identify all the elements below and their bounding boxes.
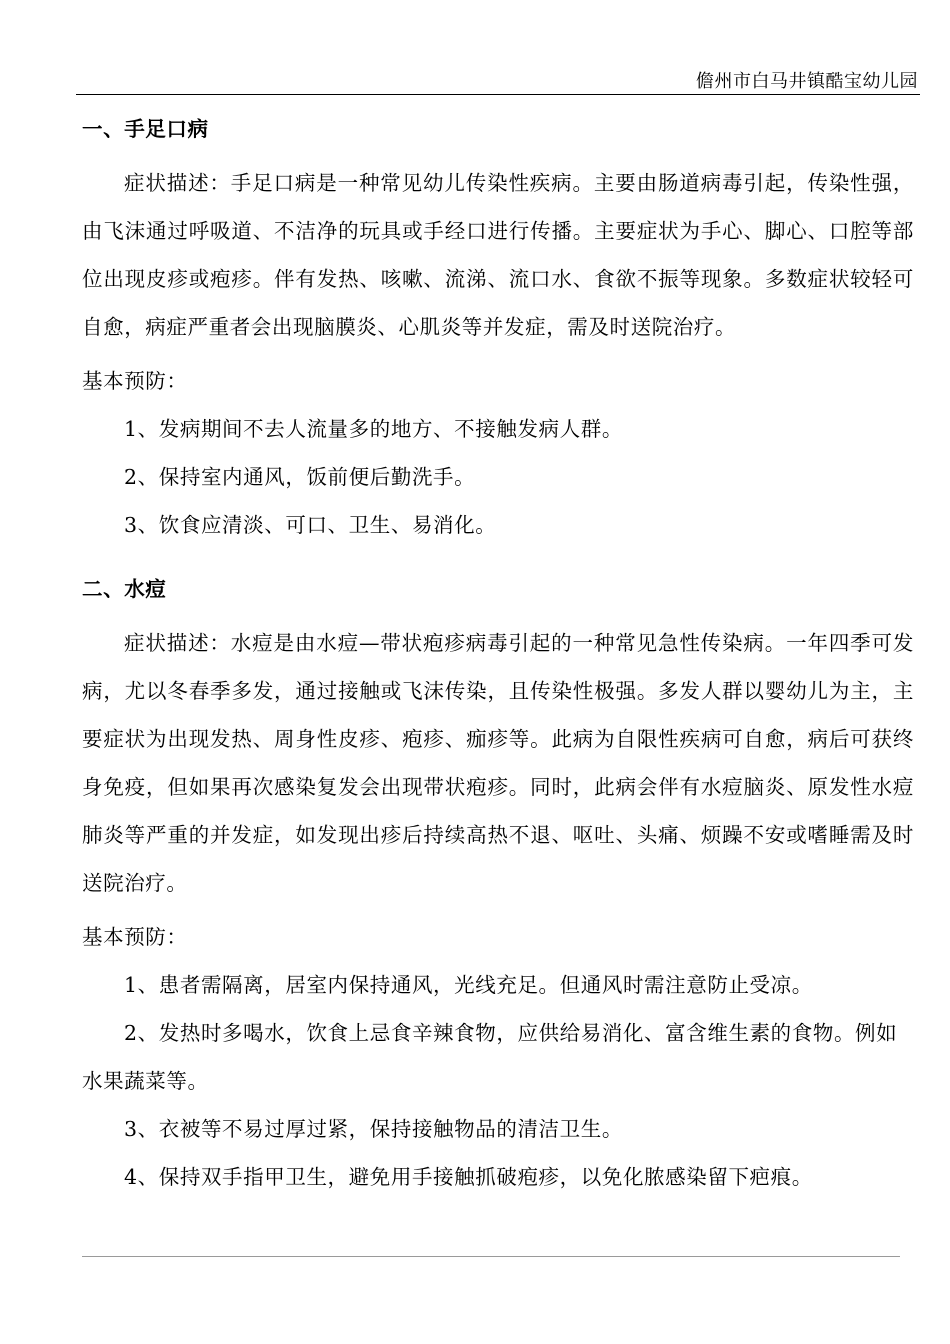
section-chickenpox [82, 571, 914, 1195]
prevention-item: 2、发热时多喝水，饮食上忌食辛辣食物，应供给易消化、富含维生素的食物。例如水果蔬菜等。 [82, 1021, 898, 1093]
symptom-description: 症状描述：手足口病是一种常见幼儿传染性疾病。主要由肠道病毒引起，传染性强，由飞沫通过呼吸道、不洁净的玩具或手经口进行传播。主要症状为手心、脚心、口腔等部位出现皮疹或疱疹。伴有发热、咳嗽、流涕、流口水、食欲不振等现象。多数症状较轻可自愈，病症严重者会出现脑膜炎、心肌炎等并发症，需及时送院治疗。 [82, 171, 914, 339]
page-header: 儋州市白马井镇酷宝幼儿园 [696, 71, 918, 92]
prevention-label: 基本预防： [82, 369, 188, 393]
symptom-description: 症状描述：水痘是由水痘—带状疱疹病毒引起的一种常见急性传染病。一年四季可发病，尤以冬春季多发，通过接触或飞沫传染，且传染性极强。多发人群以婴幼儿为主，主要症状为出现发热、周身性皮疹、疱疹、痂疹等。此病为自限性疾病可自愈，病后可获终身免疫，但如果再次感染复发会出现带状疱疹。同时，此病会伴有水痘脑炎、原发性水痘肺炎等严重的并发症，如发现出疹后持续高热不退、呕吐、头痛、烦躁不安或嗜睡需及时送院治疗。 [82, 631, 914, 895]
footer-divider [82, 1256, 900, 1257]
header-divider [76, 94, 920, 95]
prevention-item: 1、患者需隔离，居室内保持通风，光线充足。但通风时需注意防止受凉。 [124, 973, 813, 997]
prevention-item: 4、保持双手指甲卫生，避免用手接触抓破疱疹，以免化脓感染留下疤痕。 [124, 1165, 813, 1189]
section-title: 二、水痘 [82, 577, 167, 601]
prevention-item: 1、发病期间不去人流量多的地方、不接触发病人群。 [124, 417, 623, 441]
document-body [82, 111, 914, 1207]
section-title: 一、手足口病 [82, 117, 209, 141]
prevention-item: 3、饮食应清淡、可口、卫生、易消化。 [124, 513, 497, 537]
prevention-item: 2、保持室内通风，饭前便后勤洗手。 [124, 465, 476, 489]
prevention-item: 3、衣被等不易过厚过紧，保持接触物品的清洁卫生。 [124, 1117, 623, 1141]
prevention-label: 基本预防： [82, 925, 188, 949]
section-hfmd [82, 111, 914, 543]
